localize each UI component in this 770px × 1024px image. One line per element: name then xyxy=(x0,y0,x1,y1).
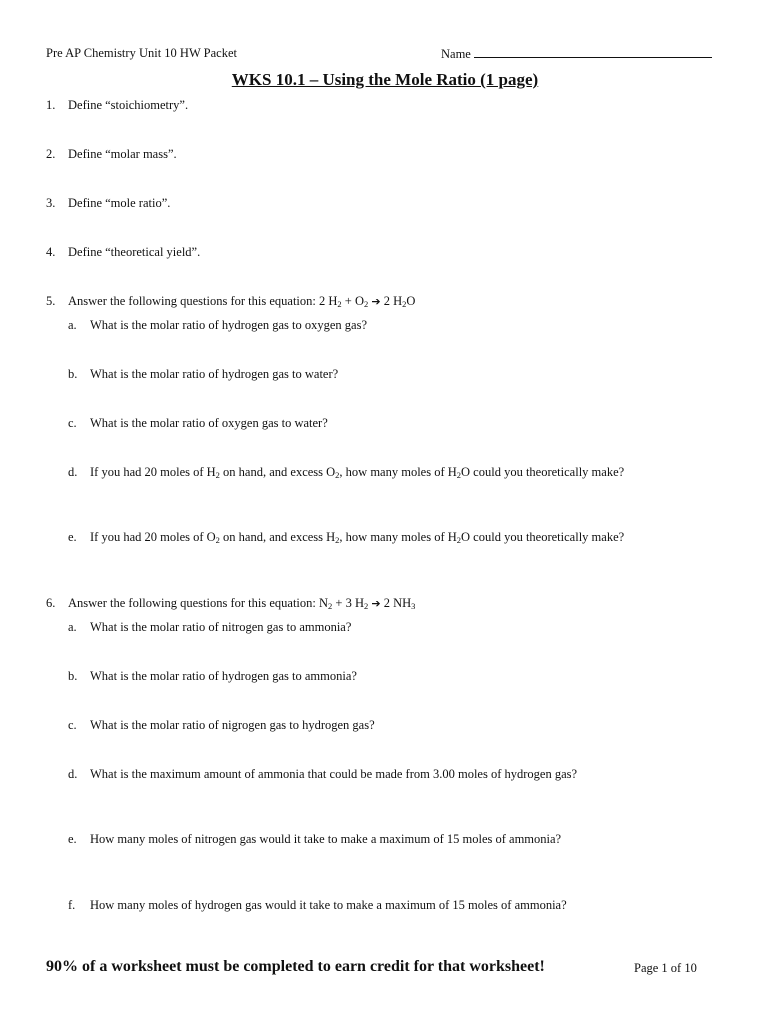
subquestion-text: What is the molar ratio of hydrogen gas to ammonia? xyxy=(90,669,357,683)
packet-header: Pre AP Chemistry Unit 10 HW Packet xyxy=(46,46,237,60)
question-text: Define “mole ratio”. xyxy=(68,196,171,210)
subquestion-letter: f. xyxy=(68,898,76,912)
subquestion-letter: a. xyxy=(68,620,77,634)
subquestion-letter: e. xyxy=(68,530,77,544)
question-text: Define “theoretical yield”. xyxy=(68,245,201,259)
subquestion-text: What is the molar ratio of hydrogen gas to water? xyxy=(90,367,339,381)
question-number: 6. xyxy=(46,596,56,610)
subquestion-letter: e. xyxy=(68,832,77,846)
question-text: Define “stoichiometry”. xyxy=(68,98,189,112)
subquestion-letter: d. xyxy=(68,465,78,479)
question-number: 1. xyxy=(46,98,56,112)
question-number: 2. xyxy=(46,147,56,161)
subquestion-letter: d. xyxy=(68,767,78,781)
question-number: 5. xyxy=(46,294,56,308)
name-label: Name xyxy=(441,47,471,61)
subquestion-letter: c. xyxy=(68,416,77,430)
subquestion-text: How many moles of hydrogen gas would it take to make a maximum of 15 moles of ammonia? xyxy=(90,898,567,912)
subquestion-text: What is the molar ratio of nitrogen gas to ammonia? xyxy=(90,620,352,634)
question-text: Answer the following questions for this equation: $N_2 + 3$ $H_2$ ➔ 2 $NH_3$ xyxy=(68,596,416,611)
subquestion-text: What is the molar ratio of hydrogen gas to oxygen gas? xyxy=(90,318,368,332)
question-text: Define “molar mass”. xyxy=(68,147,177,161)
subquestion-text: What is the maximum amount of ammonia that could be made from 3.00 moles of hydrogen gas? xyxy=(90,767,578,781)
name-blank-line xyxy=(474,46,712,58)
question-text: Answer the following questions for this equation: 2 $H_2 + O_2$ ➔ 2 $H_2O$ xyxy=(68,294,416,309)
subquestion-text: If you had 20 moles of $O_2$ on hand, and excess $H_2$, how many moles of $H_2O$ could you theoretically make? xyxy=(90,530,625,545)
subquestion-letter: a. xyxy=(68,318,77,332)
subquestion-text: What is the molar ratio of oxygen gas to water? xyxy=(90,416,328,430)
page-number: Page 1 of 10 xyxy=(634,961,697,975)
subquestion-text: If you had 20 moles of $H_2$ on hand, and excess $O_2$, how many moles of $H_2O$ could you theoretically make? xyxy=(90,465,625,480)
chemical-equation: $N_2 + 3$ $H_2$ ➔ 2 $NH_3$ xyxy=(319,596,416,611)
subquestion-text: How many moles of nitrogen gas would it take to make a maximum of 15 moles of ammonia? xyxy=(90,832,562,846)
reaction-arrow-icon: ➔ xyxy=(371,597,381,610)
name-field xyxy=(441,46,712,62)
reaction-arrow-icon: ➔ xyxy=(371,295,381,308)
completion-requirement-note: 90% of a worksheet must be completed to earn credit for that worksheet! xyxy=(46,958,545,975)
subquestion-text: What is the molar ratio of nigrogen gas to hydrogen gas? xyxy=(90,718,375,732)
question-number: 3. xyxy=(46,196,56,210)
subquestion-letter: b. xyxy=(68,367,78,381)
subquestion-letter: c. xyxy=(68,718,77,732)
worksheet-title: WKS 10.1 – Using the Mole Ratio (1 page) xyxy=(231,70,539,89)
subquestion-letter: b. xyxy=(68,669,78,683)
chemical-equation: 2 $H_2 + O_2$ ➔ 2 $H_2O$ xyxy=(319,294,416,309)
question-number: 4. xyxy=(46,245,56,259)
